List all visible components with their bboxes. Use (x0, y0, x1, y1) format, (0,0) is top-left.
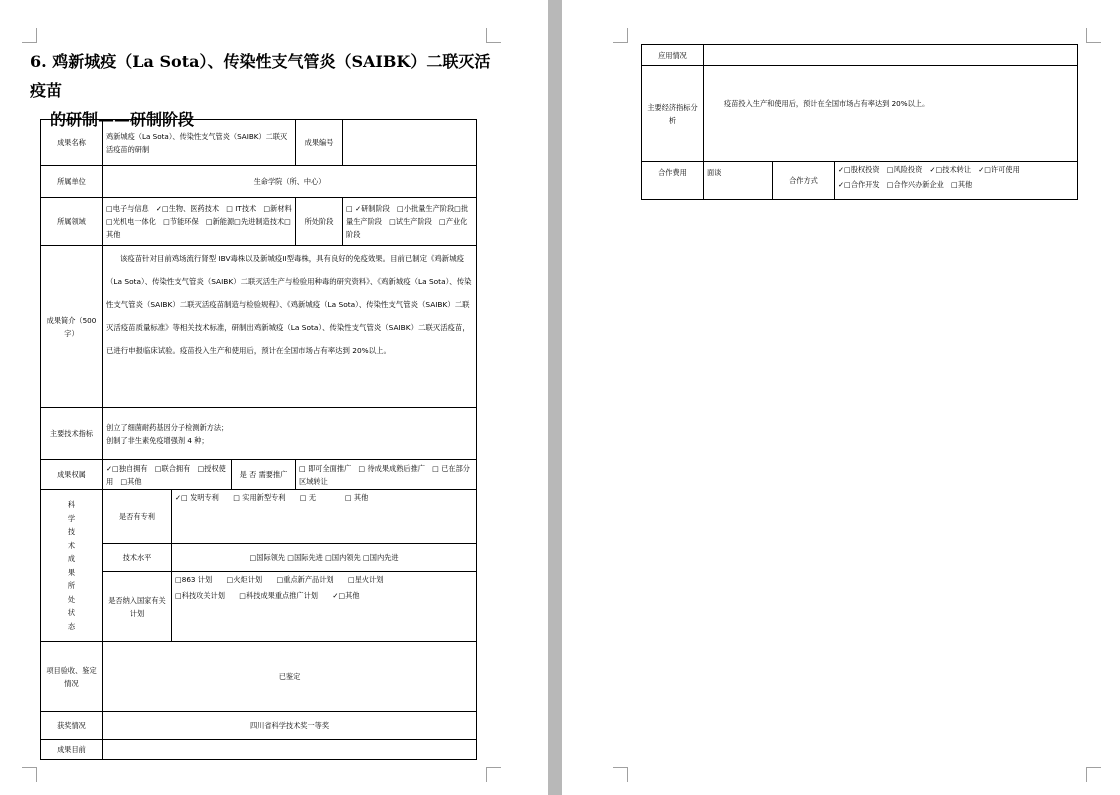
mode-line-1: ✓□股权投资 □风险投资 ✓□技术转让 ✓□许可使用 (838, 165, 1020, 174)
heading-line-2: 的研制——研制阶段 (50, 110, 195, 129)
crop-mark-bottom-left (613, 767, 628, 782)
application-label: 应用情况 (642, 45, 704, 66)
unit-label: 所属单位 (41, 166, 103, 198)
continued-form-table (641, 44, 1078, 200)
name-label: 成果名称 (41, 120, 103, 166)
crop-mark-bottom-right (1086, 767, 1101, 782)
award-label: 获奖情况 (41, 712, 103, 740)
stage-label: 所处阶段 (296, 198, 343, 246)
application-value (704, 45, 1078, 66)
economic-value: 疫苗投入生产和使用后，预计在全国市场占有率达到 20%以上。 (704, 66, 1078, 162)
level-value: □国际领先 □国际先进 □国内领先 □国内先进 (172, 544, 477, 572)
plan-value (172, 572, 477, 642)
patent-label: 是否有专利 (103, 490, 172, 544)
stage-value: □ ✓研制阶段 □小批量生产阶段□批量生产阶段 □试生产阶段 □产业化阶段 (343, 198, 477, 246)
crop-mark-top-left (22, 28, 37, 43)
level-label: 技术水平 (103, 544, 172, 572)
fee-label: 合作费用 (642, 162, 704, 200)
page-gutter (548, 0, 562, 795)
code-value (343, 120, 477, 166)
crop-mark-bottom-right (486, 767, 501, 782)
plan-line-2: □科技攻关计划 □科技成果重点推广计划 ✓□其他 (175, 591, 360, 600)
field-value: □电子与信息 ✓□生物、医药技术 □ IT技术 □新材料□光机电一体化 □节能环保 □新能源□先进制造技术□其他 (103, 198, 296, 246)
tech-value (103, 408, 477, 460)
heading-line-1: 6. 鸡新城疫（La Sota）、传染性支气管炎（SAIBK）二联灭活疫苗 (30, 52, 491, 100)
code-label: 成果编号 (296, 120, 343, 166)
promote-label: 是 否 需要推广 (232, 460, 296, 490)
crop-mark-bottom-left (22, 767, 37, 782)
rights-label: 成果权属 (41, 460, 103, 490)
plan-label: 是否纳入国家有关计划 (103, 572, 172, 642)
tech-label: 主要技术指标 (41, 408, 103, 460)
economic-label: 主要经济指标分析 (642, 66, 704, 162)
tech-line-1: 创立了细菌耐药基因分子检测新方法； (106, 422, 229, 432)
award-value: 四川省科学技术奖一等奖 (103, 712, 477, 740)
target-value (103, 740, 477, 760)
patent-value: ✓□ 发明专利 □ 实用新型专利 □ 无 □ 其他 (172, 490, 477, 544)
plan-line-1: □863 计划 □火炬计划 □重点新产品计划 □星火计划 (175, 575, 384, 584)
mode-line-2: ✓□合作开发 □合作兴办新企业 □其他 (838, 180, 973, 189)
promote-value: □ 即可全面推广 □ 待成果成熟后推广 □ 已在部分区域转让 (296, 460, 477, 490)
name-value: 鸡新城疫（La Sota）、传染性支气管炎（SAIBK）二联灭活疫苗的研制 (103, 120, 296, 166)
accept-label: 项目验收、鉴定情况 (41, 642, 103, 712)
unit-value: 生命学院（所、中心） (103, 166, 477, 198)
achievement-form-table (40, 119, 477, 760)
document-page-left (0, 0, 548, 795)
rights-value: ✓□独自拥有 □联合拥有 □授权使用 □其他 (103, 460, 232, 490)
status-label: 科学技术成果所处状态 (67, 500, 76, 631)
mode-label: 合作方式 (773, 162, 835, 200)
field-label: 所属领域 (41, 198, 103, 246)
accept-value: 已鉴定 (103, 642, 477, 712)
tech-line-2: 创制了非生素免疫增强剂 4 种； (106, 435, 209, 445)
intro-text: 该疫苗针对目前鸡场流行肾型 IBV毒株以及新城疫II型毒株，具有良好的免疫效果。目前已制定《鸡新城疫（La Sota）、传染性支气管炎（SAIBK）二联灭活生产与检验用种毒的研究资料》、《鸡新城疫（La Sota）、传染性支气管炎（SAIBK）二联灭活疫苗制造与检验规程》、《鸡新城疫（La Sota）、传染性支气管炎（SAIBK）二联灭活疫苗质量标准》等相关技术标准，研制出鸡新城疫（La Sota）、传染性支气管炎（SAIBK）二联灭活疫苗，已进行申报临床试验。疫苗投入生产和使用后，预计在全国市场占有率达到 20%以上。 (103, 246, 477, 408)
text-cursor (476, 244, 477, 255)
crop-mark-top-right (1086, 28, 1101, 43)
fee-value: 面谈 (704, 162, 773, 200)
target-label: 成果目前 (41, 740, 103, 760)
intro-label: 成果简介（500字） (41, 246, 103, 408)
crop-mark-top-left (613, 28, 628, 43)
status-label-cell (41, 490, 103, 642)
crop-mark-top-right (486, 28, 501, 43)
document-page-right (562, 0, 1120, 795)
mode-value (835, 162, 1078, 200)
